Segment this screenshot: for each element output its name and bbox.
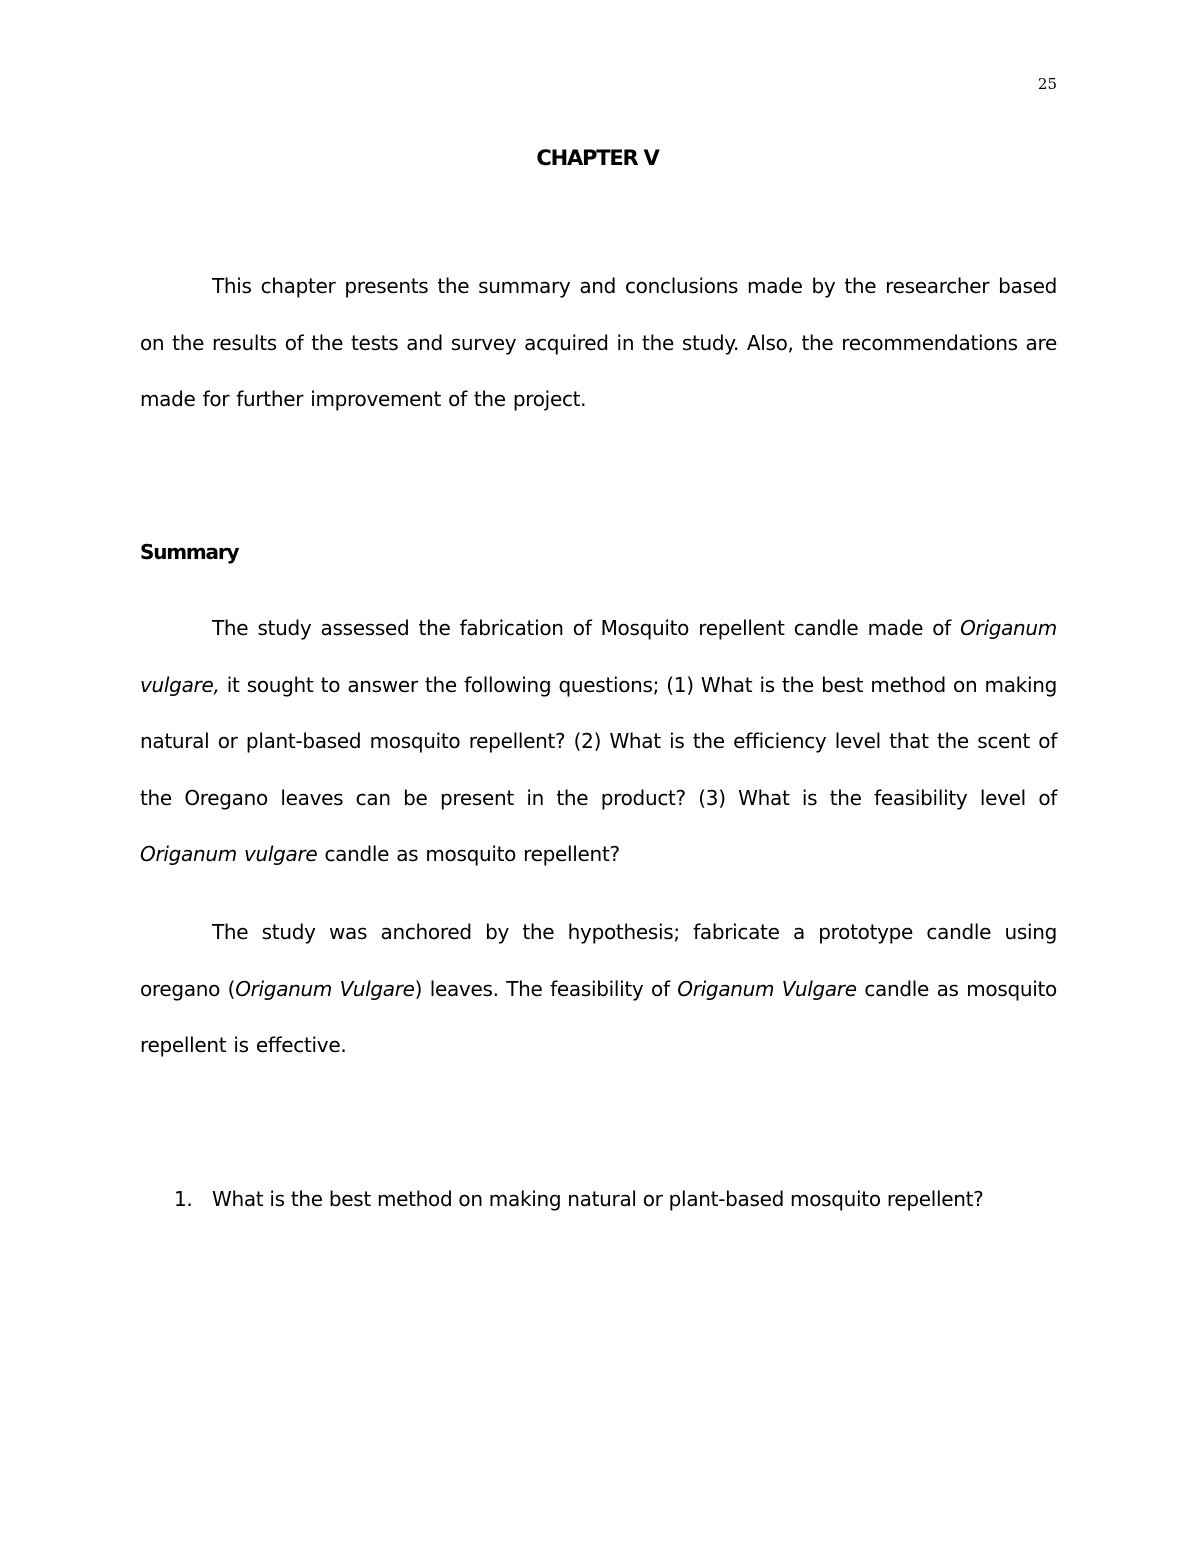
summary-text-a: The study assessed the fabrication of Mosquito repellent candle made of — [212, 616, 961, 640]
summary-paragraph — [140, 600, 1057, 883]
hypothesis-text-a: The study was anchored by the hypothesis; fabricate a prototype candle using oregano ( — [140, 920, 1057, 1001]
summary-heading: Summary — [140, 540, 239, 564]
species-name-italic: Origanum vulgare, — [140, 616, 1057, 697]
question-item — [174, 1184, 983, 1214]
hypothesis-text-e: candle as mosquito repellent is effective. — [140, 976, 1057, 1057]
intro-paragraph: This chapter presents the summary and conclusions made by the researcher based on the results of the tests and survey acquired in the study. Also, the recommendations are made for further improvement of the project. — [140, 274, 1057, 411]
question-number: 1. — [174, 1187, 193, 1211]
hypothesis-paragraph — [140, 904, 1057, 1074]
summary-text-e: candle as mosquito repellent? — [317, 842, 620, 866]
species-name-italic: Origanum Vulgare — [235, 976, 415, 1001]
hypothesis-text-c: ) leaves. The feasibility of — [414, 976, 678, 1001]
question-text: What is the best method on making natural or plant-based mosquito repellent? — [212, 1187, 984, 1211]
species-name-italic: Origanum Vulgare — [677, 976, 857, 1001]
page-number: 25 — [1037, 75, 1057, 93]
summary-text-c: it sought to answer the following questions; (1) What is the best method on making natural or plant-based mosquito repellent? (2) What is the efficiency level that the scent of the Oregano leaves can be present in the product? (3) What is the feasibility level of — [140, 672, 1057, 810]
species-name-italic: Origanum vulgare — [140, 842, 318, 866]
chapter-title: CHAPTER V — [536, 146, 659, 170]
